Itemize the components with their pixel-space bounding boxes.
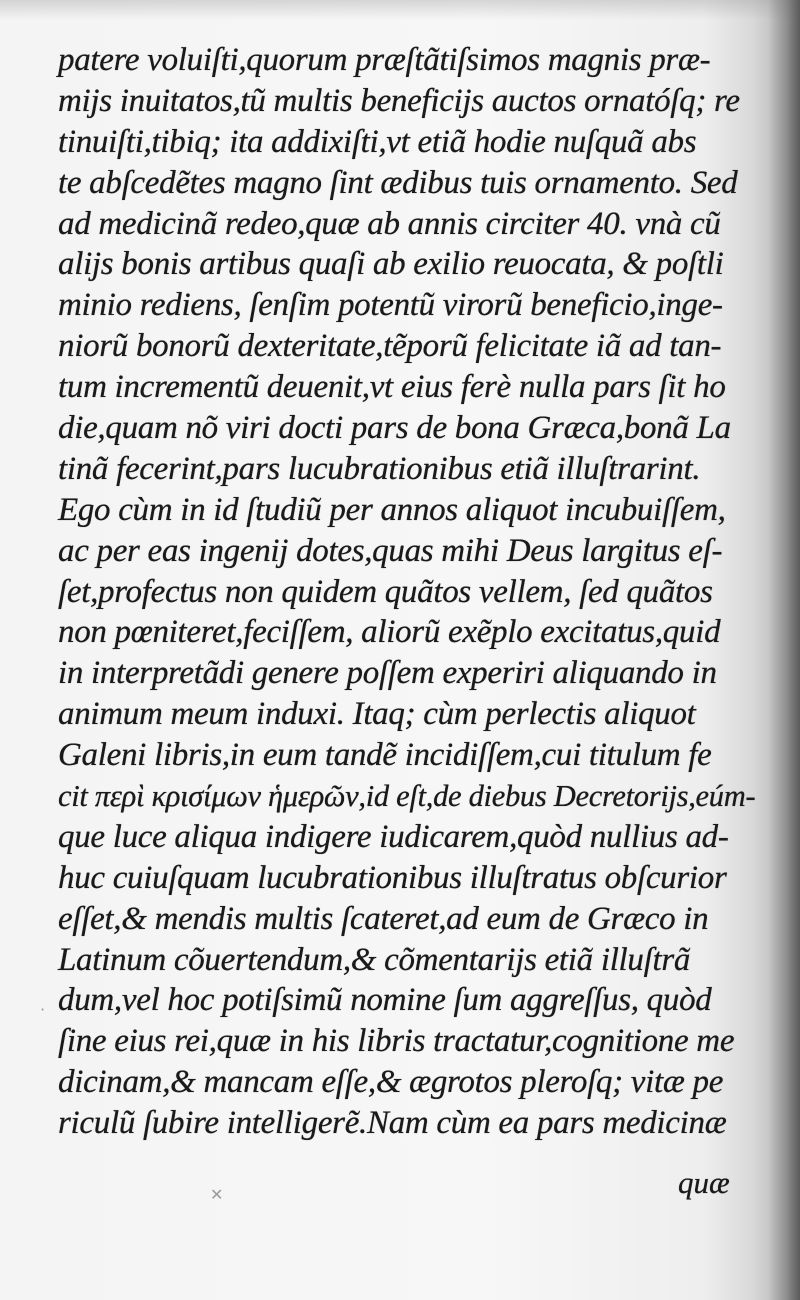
catchword: quæ [678, 1165, 730, 1200]
page-gutter-shadow [768, 0, 800, 1300]
text-line: die,quam nõ viri docti pars de bona Græca,bonã La [58, 410, 731, 447]
text-line: Ego cùm in id ſtudiũ per annos aliquot incubuiſſem, [58, 491, 726, 528]
text-line: riculũ ſubire intelligerẽ.Nam cùm ea pars medicinæ [58, 1105, 727, 1142]
text-line: non pœniteret,feciſſem, aliorũ exẽplo excitatus,quid [58, 614, 721, 651]
text-line: minio rediens, ſenſim potentũ virorũ beneficio,inge- [58, 287, 723, 324]
text-line: Galeni libris,in eum tandẽ incidiſſem,cui titulum fe [58, 737, 712, 774]
text-line: niorũ bonorũ dexteritate,tẽporũ felicitate iã ad tan- [58, 328, 722, 365]
text-line: ad medicinã redeo,quæ ab annis circiter 40. vnà cũ [58, 205, 721, 242]
text-line: in interpretãdi genere poſſem experiri aliquando in [58, 655, 717, 692]
text-line: mijs inuitatos,tũ multis beneficijs auctos ornatóſq; re [58, 82, 740, 119]
text-line: Latinum cõuertendum,& cõmentarijs etiã illuſtrã [58, 941, 691, 978]
text-line: tinuiſti,tibiq; ita addixiſti,vt etiã hodie nuſquã abs [58, 123, 697, 160]
text-line: eſſet,& mendis multis ſcateret,ad eum de Græco in [58, 900, 709, 937]
text-line: tum incrementũ deuenit,vt eius ferè nulla pars ſit ho [58, 369, 726, 406]
text-line: que luce aliqua indigere iudicarem,quòd nullius ad- [58, 818, 729, 855]
stray-mark: · [40, 1000, 46, 1019]
text-line: ac per eas ingenij dotes,quas mihi Deus largitus eſ- [58, 532, 723, 569]
body-text [58, 40, 758, 1144]
page-top-shadow [0, 0, 800, 20]
text-line: alijs bonis artibus quaſi ab exilio reuocata, & poſtli [58, 246, 724, 283]
text-line: patere voluiſti,quorum præſtãtiſsimos magnis præ- [58, 42, 711, 78]
text-line: dum,vel hoc potiſsimũ nomine ſum aggreſſus, quòd [58, 982, 712, 1019]
stray-mark: ✕ [210, 1185, 224, 1204]
text-line: te abſcedẽtes magno ſint ædibus tuis ornamento. Sed [58, 164, 738, 201]
text-line: animum meum induxi. Itaq; cùm perlectis aliquot [58, 696, 696, 733]
text-line: huc cuiuſquam lucubrationibus illuſtratus obſcurior [58, 859, 727, 896]
text-line: ſine eius rei,quæ in his libris tractatur,cognitione me [58, 1023, 735, 1060]
text-line: dicinam,& mancam eſſe,& ægrotos pleroſq; vitæ pe [58, 1064, 724, 1101]
text-line: tinã fecerint,pars lucubrationibus etiã illuſtrarint. [58, 450, 701, 487]
text-line: cit περὶ κρισίμων ἡμερῶν,id eſt,de diebus Decretorijs,eúm- [58, 779, 756, 814]
text-line: ſet,profectus non quidem quãtos vellem, ſed quãtos [58, 573, 713, 610]
